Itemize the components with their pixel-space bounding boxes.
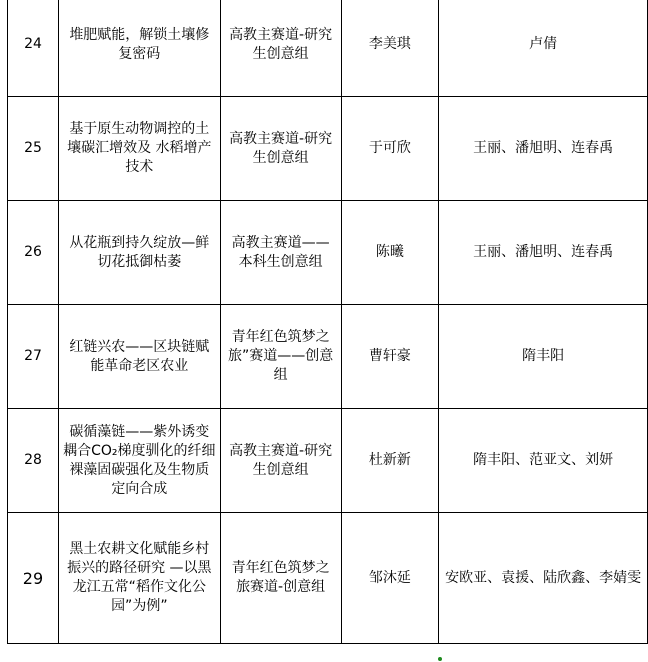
- competition-track: 高教主赛道-研究生创意组: [220, 409, 341, 513]
- table-row: [8, 97, 648, 201]
- row-number: 29: [8, 513, 59, 644]
- team-leader: 李美琪: [341, 0, 439, 97]
- mentors: 隋丰阳、范亚文、刘妍: [439, 409, 648, 513]
- mentors: 隋丰阳: [439, 305, 648, 409]
- team-leader: 陈曦: [341, 201, 439, 305]
- table-row: [8, 513, 648, 644]
- row-number: 25: [8, 97, 59, 201]
- row-number: 28: [8, 409, 59, 513]
- competition-track: 青年红色筑梦之旅”赛道——创意组: [220, 305, 341, 409]
- competition-track: 高教主赛道-研究生创意组: [220, 97, 341, 201]
- mentors: 卢倩: [439, 0, 648, 97]
- project-name: 基于原生动物调控的土壤碳汇增效及 水稻增产技术: [58, 97, 220, 201]
- project-name: 碳循藻链——紫外诱变耦合CO₂梯度驯化的纤细裸藻固碳强化及生物质定向合成: [58, 409, 220, 513]
- mentors: 王丽、潘旭明、连春禹: [439, 201, 648, 305]
- team-leader: 曹轩豪: [341, 305, 439, 409]
- competition-track: 高教主赛道-研究生创意组: [220, 0, 341, 97]
- project-name: 黑土农耕文化赋能乡村振兴的路径研究 —以黑龙江五常“稻作文化公园”为例”: [58, 513, 220, 644]
- table-row: [8, 305, 648, 409]
- table-row: [8, 409, 648, 513]
- row-number: 24: [8, 0, 59, 97]
- table-row: [8, 0, 648, 97]
- project-table: [7, 0, 648, 644]
- competition-track: 青年红色筑梦之旅赛道-创意组: [220, 513, 341, 644]
- team-leader: 于可欣: [341, 97, 439, 201]
- project-name: 堆肥赋能，解锁土壤修复密码: [58, 0, 220, 97]
- table-row: [8, 201, 648, 305]
- team-leader: 杜新新: [341, 409, 439, 513]
- competition-track: 高教主赛道——本科生创意组: [220, 201, 341, 305]
- project-name: 红链兴农——区块链赋能革命老区农业: [58, 305, 220, 409]
- mentors: 王丽、潘旭明、连春禹: [439, 97, 648, 201]
- project-name: 从花瓶到持久绽放—鲜切花抵御枯萎: [58, 201, 220, 305]
- team-leader: 邹沐延: [341, 513, 439, 644]
- cell-cursor-marker: [438, 657, 442, 661]
- row-number: 26: [8, 201, 59, 305]
- mentors: 安欧亚、袁援、陆欣鑫、李婧雯: [439, 513, 648, 644]
- row-number: 27: [8, 305, 59, 409]
